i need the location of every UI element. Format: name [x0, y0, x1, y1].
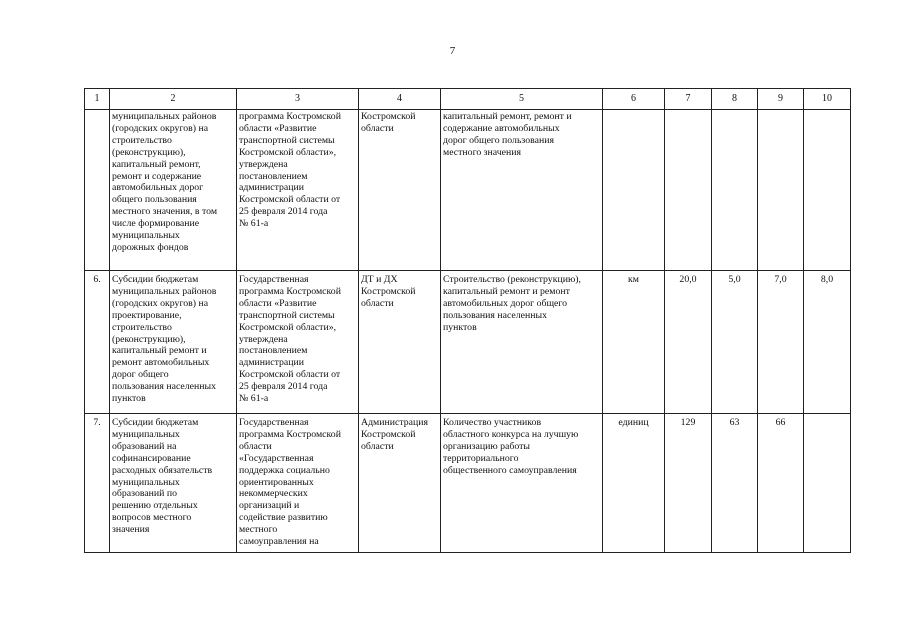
header-row — [85, 89, 851, 110]
value-cell: 8,0 — [804, 271, 851, 414]
header-cell: 9 — [758, 89, 804, 110]
row-number-cell: 7. — [85, 414, 110, 553]
header-cell: 3 — [237, 89, 359, 110]
header-cell: 7 — [665, 89, 712, 110]
header-cell: 1 — [85, 89, 110, 110]
row-number-cell — [85, 110, 110, 271]
measure-name-cell: Субсидии бюджетам муниципальных образований на софинансирование расходных обязательств муниципальных образований по решению отдельных вопросов местного значения — [110, 414, 237, 553]
indicator-cell: капитальный ремонт, ремонт и содержание автомобильных дорог общего пользования местного значения — [441, 110, 603, 271]
value-cell — [712, 110, 758, 271]
header-cell: 8 — [712, 89, 758, 110]
program-cell: программа Костромской области «Развитие транспортной системы Костромской области», утверждена постановлением администрации Костромской области от 25 февраля 2014 года № 61-а — [237, 110, 359, 271]
program-cell: Государственная программа Костромской области «Государственная поддержка социально ориентированных некоммерческих организаций и содействие развитию местного самоуправления на — [237, 414, 359, 553]
value-cell: 20,0 — [665, 271, 712, 414]
indicator-cell: Строительство (реконструкцию), капитальный ремонт и ремонт автомобильных дорог общего пользования населенных пунктов — [441, 271, 603, 414]
executor-cell: Администрация Костромской области — [359, 414, 441, 553]
value-cell: 63 — [712, 414, 758, 553]
table-row — [85, 110, 851, 271]
executor-cell: ДТ и ДХ Костромской области — [359, 271, 441, 414]
header-cell: 5 — [441, 89, 603, 110]
header-cell: 2 — [110, 89, 237, 110]
value-cell: 7,0 — [758, 271, 804, 414]
value-cell: 129 — [665, 414, 712, 553]
measure-name-cell: Субсидии бюджетам муниципальных районов (городских округов) на проектирование, строительство (реконструкцию), капитальный ремонт и ремонт автомобильных дорог общего пользования населенных пунктов — [110, 271, 237, 414]
value-cell — [758, 110, 804, 271]
unit-cell — [603, 110, 665, 271]
program-cell: Государственная программа Костромской области «Развитие транспортной системы Костромской области», утверждена постановлением администрации Костромской области от 25 февраля 2014 года № 61-а — [237, 271, 359, 414]
value-cell — [804, 414, 851, 553]
value-cell — [804, 110, 851, 271]
value-cell — [665, 110, 712, 271]
executor-cell: Костромской области — [359, 110, 441, 271]
value-cell: 5,0 — [712, 271, 758, 414]
header-cell: 4 — [359, 89, 441, 110]
data-table — [84, 88, 851, 553]
table-row — [85, 271, 851, 414]
indicator-cell: Количество участников областного конкурса на лучшую организацию работы территориального общественного самоуправления — [441, 414, 603, 553]
unit-cell: единиц — [603, 414, 665, 553]
page-number: 7 — [449, 45, 456, 57]
table-row — [85, 414, 851, 553]
unit-cell: км — [603, 271, 665, 414]
value-cell: 66 — [758, 414, 804, 553]
row-number-cell: 6. — [85, 271, 110, 414]
header-cell: 6 — [603, 89, 665, 110]
measure-name-cell: муниципальных районов (городских округов) на строительство (реконструкцию), капитальный ремонт, ремонт и содержание автомобильных дорог общего пользования местного значения, в том числе формирование муниципальных дорожных фондов — [110, 110, 237, 271]
header-cell: 10 — [804, 89, 851, 110]
